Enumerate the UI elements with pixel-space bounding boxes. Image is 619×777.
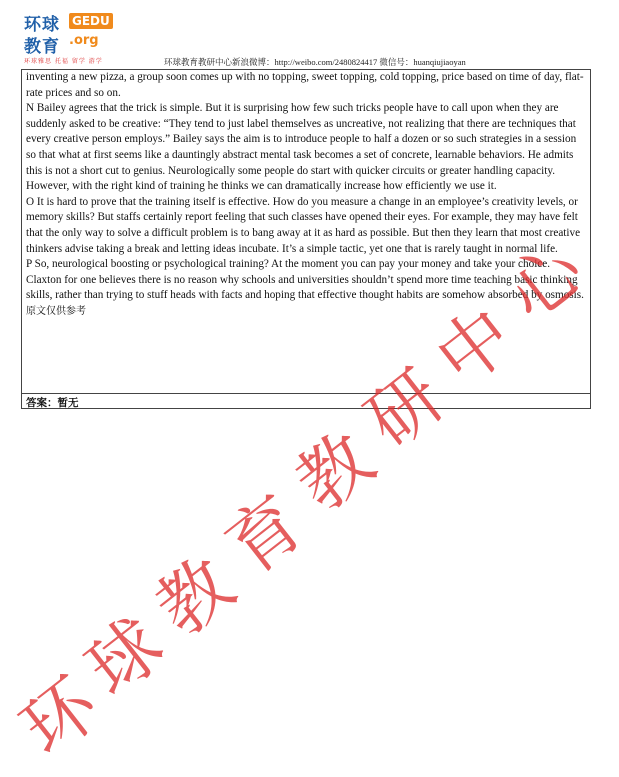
paragraph-n: N Bailey agrees that the trick is simple. But it is surprising how few such tricks people have to call upon when they are suddenly asked to be creative: “They tend to just label themselves as uncreative, not realizing that there are techniques that every creative person employs.” Bailey says the aim is to introduce people to half a dozen or so such strategies in a session so that what at first seems like a dauntingly abstract mental task becomes a set of concrete, learnable behaviors. He admits this is not a short cut to genius. Neurologically some people do start with quicker circuits or greater handling capacity. xyxy=(26,102,577,177)
logo-text-line2: 教育 xyxy=(24,37,60,57)
logo-brand-badge: GEDU xyxy=(69,13,113,29)
reference-note: 原文仅供参考 xyxy=(26,305,86,317)
watermark-char: 环 xyxy=(5,661,114,772)
watermark-char: 教 xyxy=(140,541,249,652)
answer-text: 答案：暂无 xyxy=(26,397,79,409)
watermark-char: 中 xyxy=(420,291,529,402)
watermark-char: 研 xyxy=(350,353,459,464)
header-contact-info: 环球教育教研中心新浪微博：http://weibo.com/2480824417 微信号：huanqiujiaoyan xyxy=(164,57,466,67)
page-header xyxy=(22,6,602,68)
paragraph-continuation: inventing a new pizza, a group soon comes up with no topping, sweet topping, cold topping, price based on time of day, flat-rate prices and so on. xyxy=(26,71,584,99)
watermark-char: 心 xyxy=(490,226,599,337)
logo-text-line1: 环球 xyxy=(24,15,60,35)
answer-row-divider xyxy=(21,393,591,409)
watermark-char: 球 xyxy=(70,601,179,712)
paragraph-o: O It is hard to prove that the training itself is effective. How do you measure a change in an employee’s creativity levels, or memory skills? But staffs certainly report feeling that such classes have opened their eyes. For example, they may have felt that the only way to solve a difficult problem is to bang away at it as hard as possible. But then they learn that most creative thinkers advise taking a break and letting ideas incubate. It’s a simple tactic, yet one that is rarely taught in normal life. xyxy=(26,195,581,255)
paragraph-p: P So, neurological boosting or psychological training? At the moment you can pay your money and take your choice. Claxton for one believes there is no reason why schools and universities shouldn’t spend more time teaching basic thinking skills, rather than trying to stuff heads with facts and hoping that effective thought habits are somehow absorbed by osmosis. xyxy=(26,258,584,302)
paragraph-n-continued: However, with the right kind of training he thinks we can dramatically increase how efficiently we use it. xyxy=(26,180,497,193)
watermark-char: 教 xyxy=(280,416,389,527)
watermark-char: 育 xyxy=(210,479,319,590)
logo-subtitle: 环球雅思 托福 留学 游学 xyxy=(24,58,103,65)
logo-org-text: .org xyxy=(69,33,99,48)
passage-content xyxy=(26,70,588,320)
